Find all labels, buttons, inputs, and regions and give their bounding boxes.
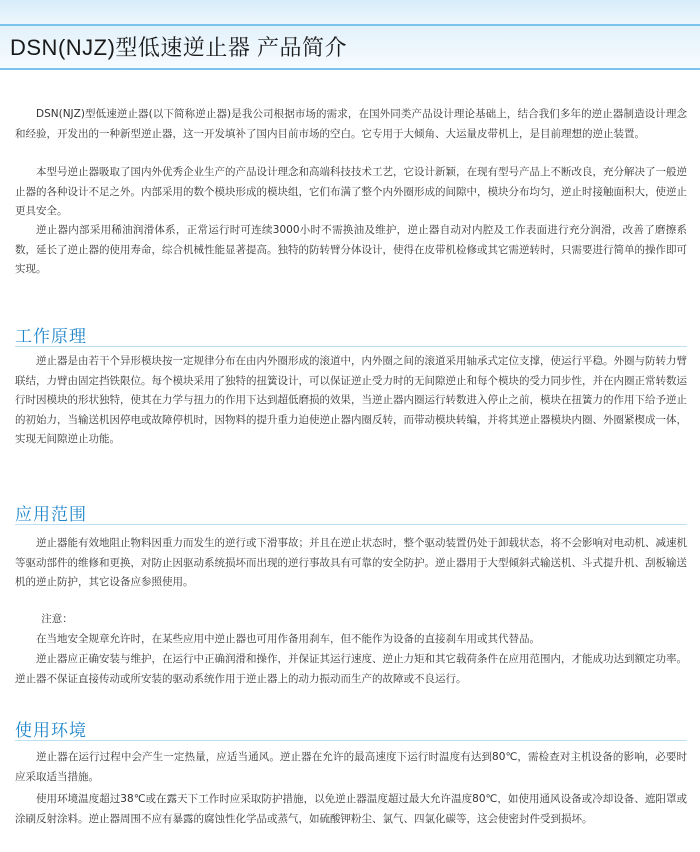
working-principle-paragraph: 逆止器是由若干个异形模块按一定规律分布在由内外圈形成的滚道中，内外圈之间的滚道采用轴承式定位支撑，使运行平稳。外圈与防转力臂联结，力臂由固定挡铁限位。每个模块采用了独特的扭簧设计，可以保证逆止受力时的无间隙逆止和每个模块的受力同步性，并在内圈正常转数运行时因模块的形状独特，使其在力学与扭力的作用下达到超低磨损的效果，当逆止器内圈运行转数进入停止之前，模块在扭簧力的作用下给予逆止的初始力，当输送机因停电或故障停机时，因物料的提升重力迫使逆止器内圈反转，而带动模块转编，并将其逆止器模块内圈、外圈紧楔成一体，实现无间隙逆止功能。	[15, 355, 687, 445]
note-paragraph-1: 在当地安全规章允许时，在某些应用中逆止器也可用作备用刹车，但不能作为设备的直接刹车用或其代替品。	[36, 633, 540, 645]
note-paragraph-2: 逆止器应正确安装与维护，在运行中正确润滑和操作，并保证其运行速度、逆止力矩和其它载荷条件在应用范围内，才能成功达到额定功率。逆止器不保证直接传动或所安装的驱动系统作用于逆止器上的动力振动而生产的故障或不良运行。	[15, 653, 687, 685]
section-divider	[15, 346, 687, 347]
section-heading-environment: 使用环境	[15, 721, 87, 741]
page-title: DSN(NJZ)型低速逆止器 产品简介	[10, 35, 348, 60]
application-paragraph: 逆止器能有效地阻止物料因重力而发生的逆行或下滑事故；并且在逆止状态时，整个驱动装置仍处于卸载状态，将不会影响对电动机、减速机等驱动部件的维修和更换，对防止因驱动系统损坏而出现的逆行事故具有可靠的安全防护。逆止器用于大型倾斜式输送机、斗式提升机、刮板输送机的逆止防护，其它设备应参照使用。	[15, 537, 687, 588]
section-divider	[15, 524, 687, 525]
environment-paragraph-1: 逆止器在运行过程中会产生一定热量，应适当通风。逆止器在允许的最高速度下运行时温度有达到80℃，需检查对主机设备的影响，必要时应采取适当措施。	[15, 751, 687, 783]
intro-paragraph-3: 逆止器内部采用稀油润滑体系，正常运行时可连续3000小时不需换油及维护，逆止器自动对内腔及工作表面进行充分润滑，改善了磨擦系数，延长了逆止器的使用寿命，综合机械性能显著提高。独特的防转臂分体设计，使得在皮带机检修或其它需逆转时，只需要进行简单的操作即可实现。	[15, 224, 687, 275]
section-divider	[15, 740, 687, 741]
section-heading-working-principle: 工作原理	[15, 327, 87, 347]
environment-paragraph-2: 使用环境温度超过38℃或在露天下工作时应采取防护措施，以免逆止器温度超过最大允许温度80℃，如使用通风设备或冷却设备、遮阳罩或涂刷反射涂料。逆止器周围不应有暴露的腐蚀性化学品或蒸气，如硫酸钾粉尘、氯气、四氯化碳等，这会使密封件受到损坏。	[15, 793, 687, 825]
section-heading-application: 应用范围	[15, 505, 87, 525]
top-decor-bar	[0, 0, 700, 24]
intro-paragraph-1: DSN(NJZ)型低速逆止器(以下简称逆止器)是我公司根据市场的需求，在国外同类产品设计理论基础上，结合我们多年的逆止器制造设计理念和经验，开发出的一种新型逆止器，这一开发填补了国内目前市场的空白。它专用于大倾角、大运量皮带机上，是目前理想的逆止装置。	[15, 108, 687, 140]
intro-paragraph-2: 本型号逆止器吸取了国内外优秀企业生产的产品设计理念和高端科技技术工艺，它设计新颖，在现有型号产品上不断改良，充分解决了一般逆止器的各种设计不足之外。内部采用的数个模块形成的模块组，它们布满了整个内外圈形成的间隙中，模块分布均匀，逆止时接触面积大，使逆止更具安全。	[15, 166, 687, 217]
note-label: 注意：	[41, 613, 73, 625]
